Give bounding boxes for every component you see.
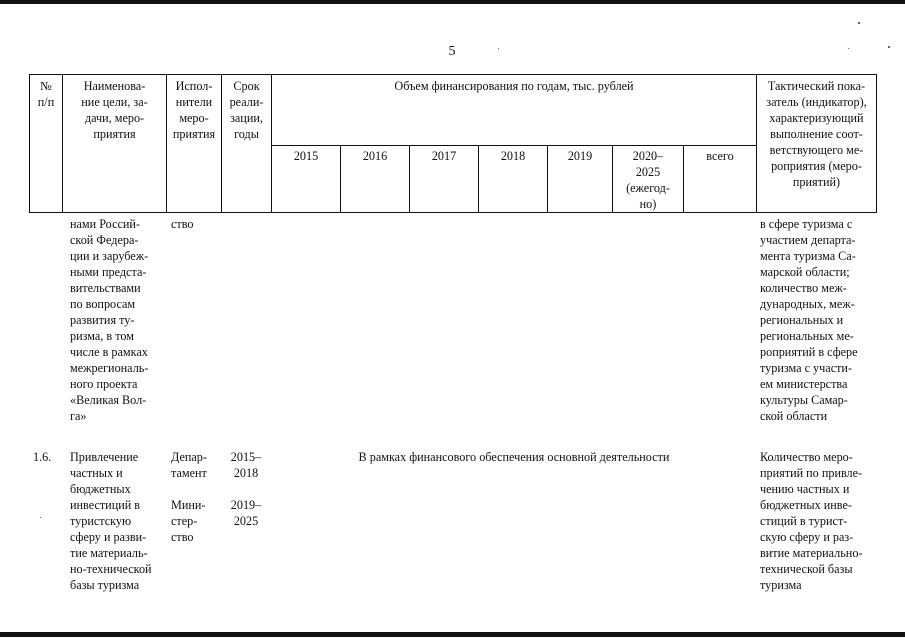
- row-indicator: Количество меро- приятий по привле- чению частных и бюджетных инве- стиций в турист- скую сферу и раз- витие материально- технической базы туризма: [760, 450, 863, 592]
- header-year: 2019: [567, 149, 593, 163]
- row-executors: Депар- тамент Мини- стер- ство: [171, 450, 207, 544]
- header-num: № п/п: [37, 79, 55, 109]
- header-term: Срок реали- зации, годы: [229, 79, 264, 141]
- top-border: [0, 0, 905, 4]
- bottom-border: [0, 632, 905, 637]
- header-year: 2016: [362, 149, 388, 163]
- row-funding: В рамках финансового обеспечения основной деятельности: [358, 450, 670, 464]
- col-line: [876, 74, 877, 213]
- scan-speck: [498, 48, 499, 49]
- header-total: всего: [706, 149, 734, 163]
- row-name: нами Россий- ской Федера- ции и зарубеж- ными предста- вительствами по вопросам развития ту- ризма, в том числе в рамках межрегиональ- ного проекта «Великая Вол- га»: [70, 217, 149, 423]
- header-year: 2015: [293, 149, 319, 163]
- header-name: Наименова- ние цели, за- дачи, меро- приятия: [81, 79, 148, 141]
- scan-speck: [848, 48, 849, 49]
- row-term: 2015– 2018 2019– 2025: [230, 450, 262, 528]
- row-num: 1.6.: [33, 450, 52, 464]
- row-name: Привлечение частных и бюджетных инвестиций в туристскую сферу и разви- тие материаль- но-технической базы туризма: [70, 450, 152, 592]
- header-year: 2020– 2025 (ежегод- но): [626, 149, 670, 211]
- col-line: [271, 74, 272, 213]
- header-indicator: Тактический пока- затель (индикатор), характеризующий выполнение соот- ветствующего ме- роприятия (меро- приятий): [766, 79, 867, 189]
- header-year: 2018: [500, 149, 526, 163]
- row-indicator: в сфере туризма с участием департа- мента туризма Са- марской области; количество меж- дународных, меж- региональных и региональных ме- роприятий в сфере туризма с участи- ем министерства культуры Самар- ской области: [760, 217, 858, 423]
- header-bottom-line: [29, 212, 877, 213]
- scan-speck: [40, 517, 41, 518]
- header-funding: Объем финансирования по годам, тыс. рублей: [394, 79, 634, 93]
- scan-speck: [858, 22, 860, 24]
- page-number: 5: [448, 44, 456, 59]
- row-executors: ство: [171, 217, 194, 231]
- header-executors: Испол- нители меро- приятия: [172, 79, 216, 141]
- table-top-line: [29, 74, 877, 75]
- header-year: 2017: [431, 149, 457, 163]
- scan-speck: [888, 46, 890, 48]
